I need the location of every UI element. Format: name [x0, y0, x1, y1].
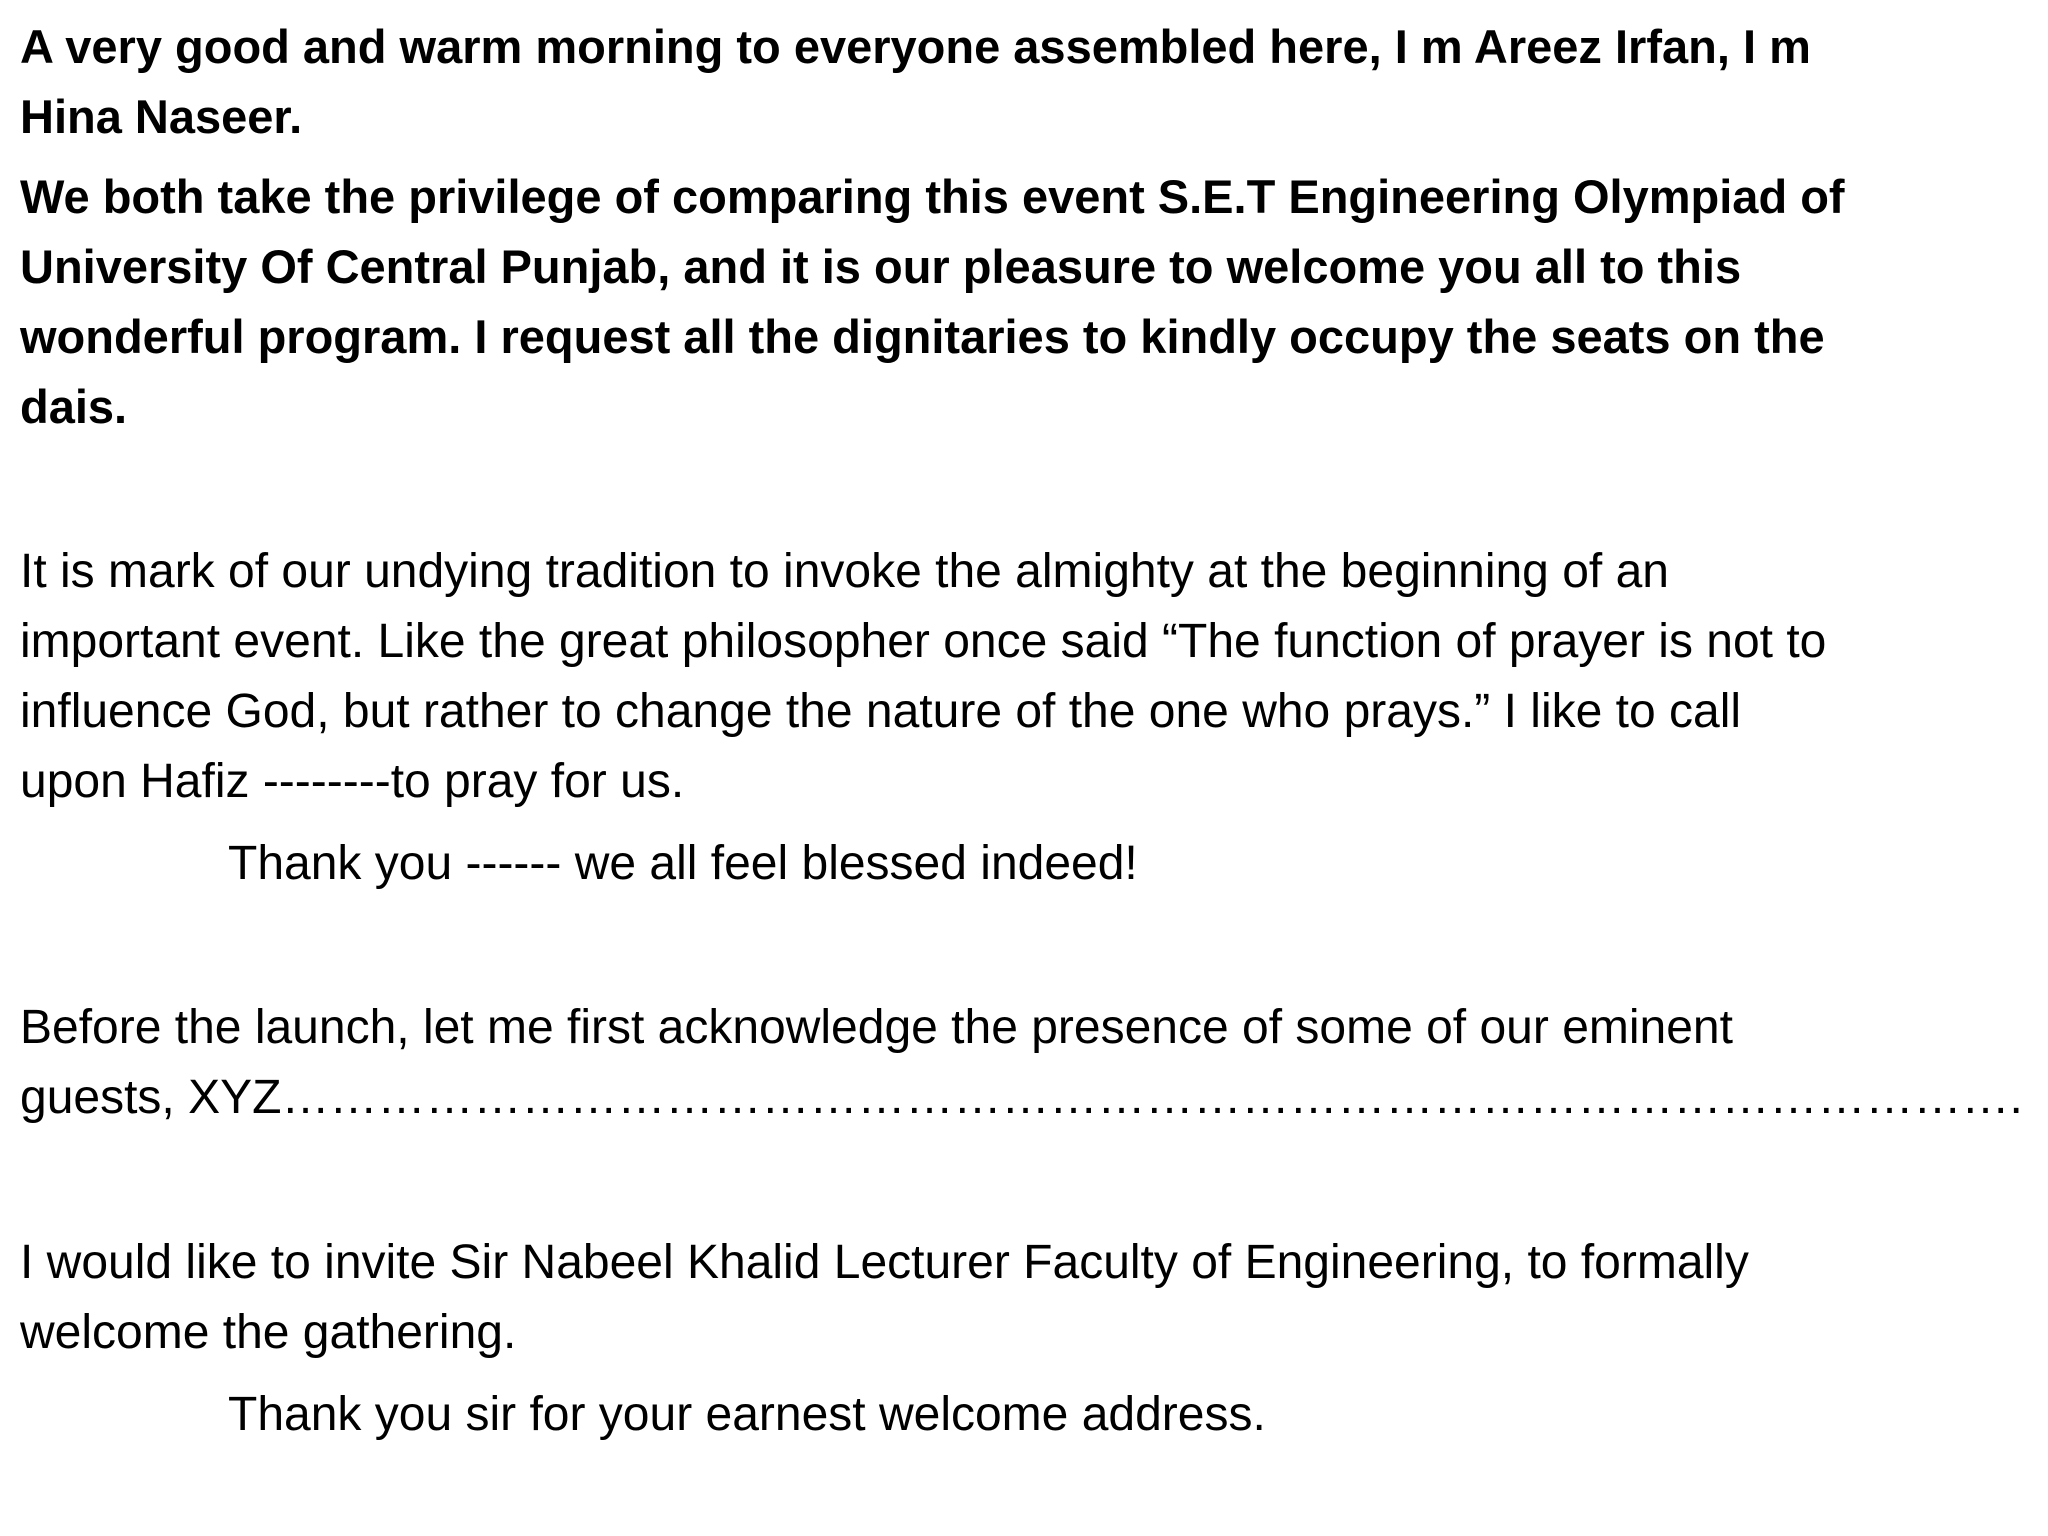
welcome-line-1: I would like to invite Sir Nabeel Khalid Lecturer Faculty of Engineering, to formally — [20, 1236, 1749, 1289]
prayer-line-4: upon Hafiz --------to pray for us. — [20, 755, 685, 808]
prayer-line-3: influence God, but rather to change the nature of the one who prays.” I like to call — [20, 685, 1742, 738]
intro-line-1: A very good and warm morning to everyone assembled here, I m Areez Irfan, I m — [20, 20, 1811, 73]
guests-line-2: guests, XYZ………………………………………………………………………………………………. — [20, 1071, 2023, 1124]
privilege-line-4: dais. — [20, 380, 128, 433]
privilege-line-3: wonderful program. I request all the dignitaries to kindly occupy the seats on the — [20, 310, 1825, 363]
guests-line-1: Before the launch, let me first acknowledge the presence of some of our eminent — [20, 1001, 1733, 1054]
prayer-line-2: important event. Like the great philosopher once said “The function of prayer is not to — [20, 615, 1827, 668]
privilege-line-1: We both take the privilege of comparing this event S.E.T Engineering Olympiad of — [20, 170, 1845, 223]
intro-line-2: Hina Naseer. — [20, 90, 303, 143]
welcome-thanks: Thank you sir for your earnest welcome address. — [228, 1388, 1266, 1441]
welcome-line-2: welcome the gathering. — [20, 1306, 517, 1359]
prayer-line-1: It is mark of our undying tradition to invoke the almighty at the beginning of an — [20, 545, 1669, 598]
prayer-thanks: Thank you ------ we all feel blessed indeed! — [228, 837, 1138, 890]
privilege-line-2: University Of Central Punjab, and it is our pleasure to welcome you all to this — [20, 240, 1742, 293]
